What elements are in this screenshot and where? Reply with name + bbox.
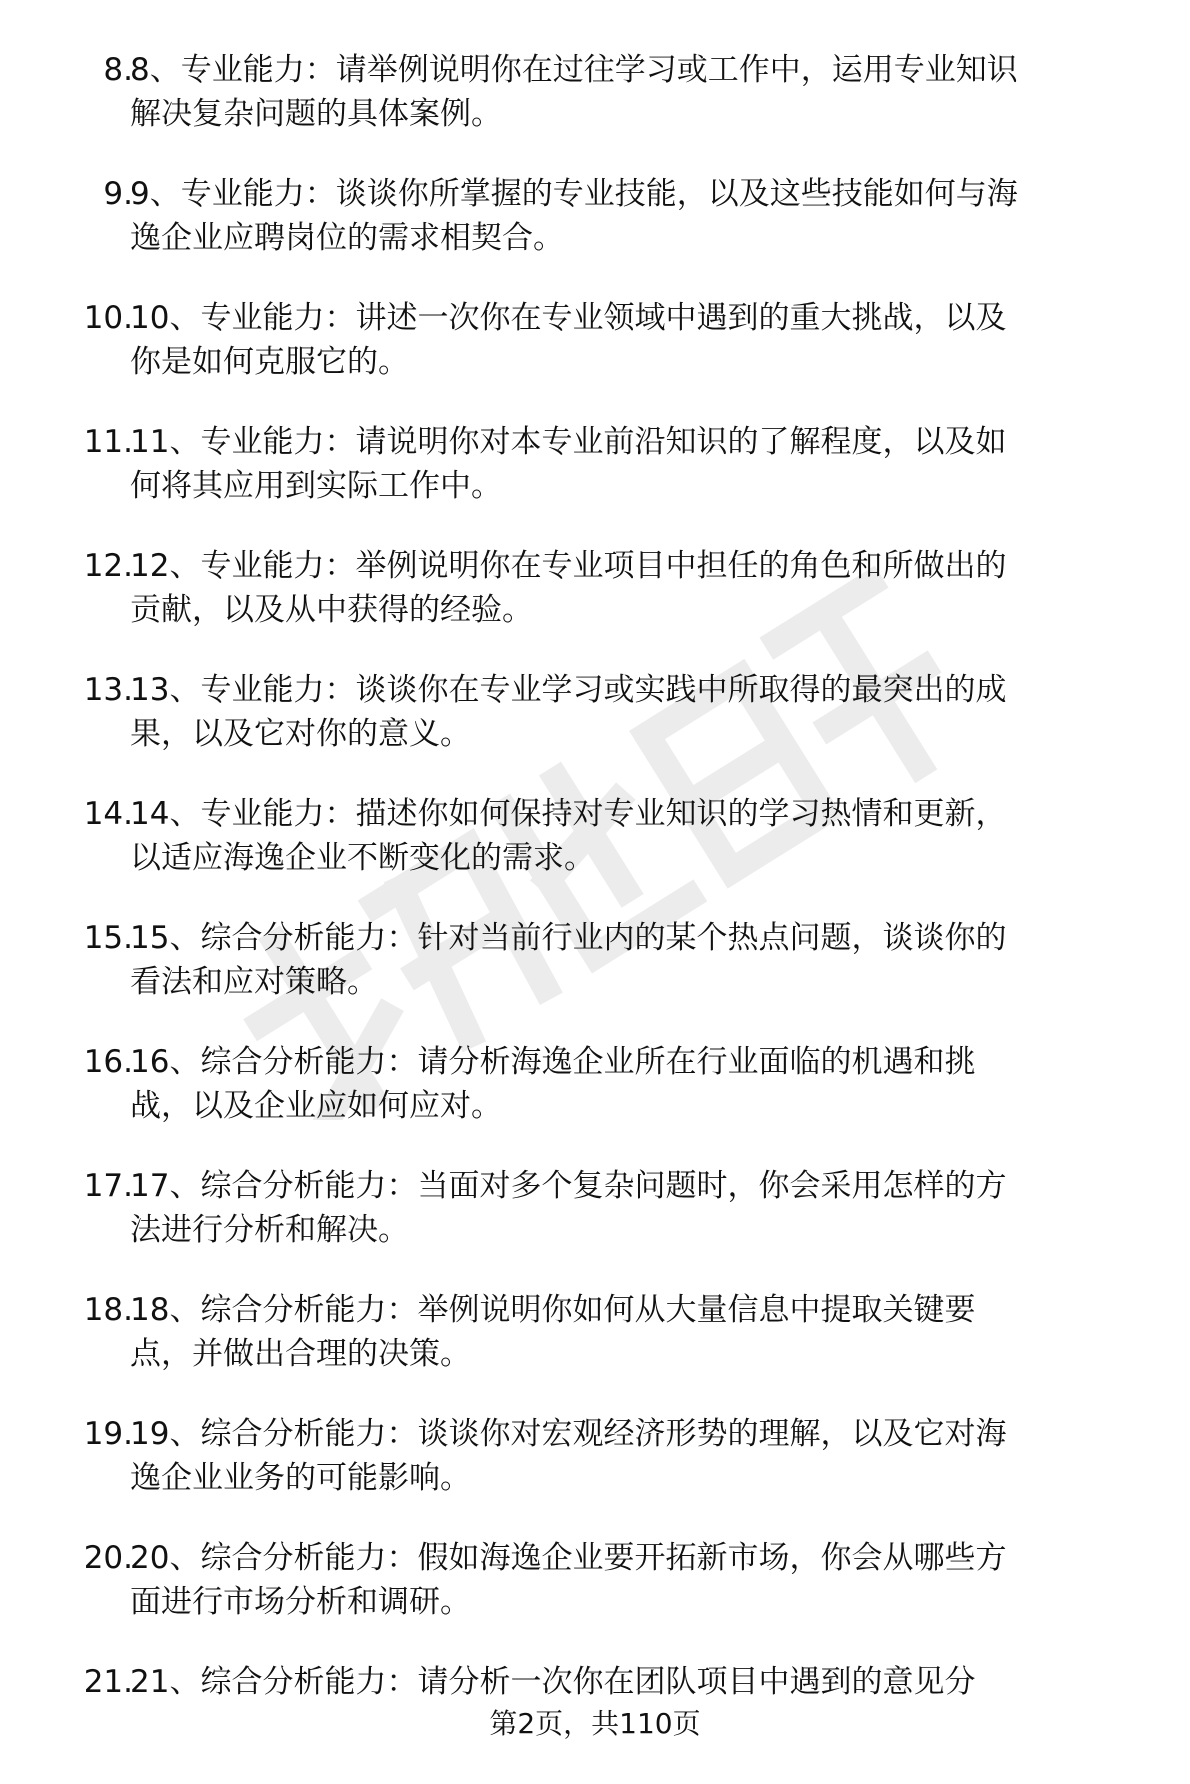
question-line: 看法和应对策略。 bbox=[130, 964, 378, 1000]
question-line: 14、专业能力：描述你如何保持对专业知识的学习热情和更新， bbox=[130, 796, 1007, 832]
question-text bbox=[130, 1288, 1170, 1376]
question-text bbox=[130, 48, 1170, 136]
list-item bbox=[0, 544, 1190, 668]
question-number: 11. bbox=[83, 424, 133, 460]
question-text bbox=[130, 172, 1170, 260]
list-item bbox=[0, 296, 1190, 420]
question-text bbox=[130, 1040, 1170, 1128]
question-number: 16. bbox=[83, 1044, 133, 1080]
question-line: 8、专业能力：请举例说明你在过往学习或工作中，运用专业知识 bbox=[130, 52, 1018, 88]
list-item bbox=[0, 1536, 1190, 1660]
question-number: 13. bbox=[83, 672, 133, 708]
question-number: 10. bbox=[83, 300, 133, 336]
question-line: 你是如何克服它的。 bbox=[130, 344, 409, 380]
list-item bbox=[0, 916, 1190, 1040]
question-number: 8. bbox=[103, 52, 133, 88]
list-item bbox=[0, 792, 1190, 916]
question-line: 以适应海逸企业不断变化的需求。 bbox=[130, 840, 595, 876]
list-item bbox=[0, 48, 1190, 172]
question-line: 18、综合分析能力：举例说明你如何从大量信息中提取关键要 bbox=[130, 1292, 976, 1328]
question-number: 9. bbox=[103, 176, 133, 212]
list-item bbox=[0, 172, 1190, 296]
question-text bbox=[130, 1412, 1170, 1500]
question-line: 21、综合分析能力：请分析一次你在团队项目中遇到的意见分 bbox=[130, 1664, 976, 1700]
question-number: 20. bbox=[83, 1540, 133, 1576]
question-text bbox=[130, 1660, 1170, 1704]
list-item bbox=[0, 420, 1190, 544]
question-line: 战，以及企业应如何应对。 bbox=[130, 1088, 502, 1124]
question-line: 面进行市场分析和调研。 bbox=[130, 1584, 471, 1620]
question-text bbox=[130, 792, 1170, 880]
question-line: 19、综合分析能力：谈谈你对宏观经济形势的理解，以及它对海 bbox=[130, 1416, 1007, 1452]
question-number: 19. bbox=[83, 1416, 133, 1452]
question-text bbox=[130, 916, 1170, 1004]
question-list bbox=[0, 48, 1190, 1784]
list-item bbox=[0, 1412, 1190, 1536]
question-line: 逸企业应聘岗位的需求相契合。 bbox=[130, 220, 564, 256]
list-item bbox=[0, 1040, 1190, 1164]
question-line: 10、专业能力：讲述一次你在专业领域中遇到的重大挑战，以及 bbox=[130, 300, 1007, 336]
question-line: 20、综合分析能力：假如海逸企业要开拓新市场，你会从哪些方 bbox=[130, 1540, 1007, 1576]
question-line: 果，以及它对你的意义。 bbox=[130, 716, 471, 752]
question-line: 法进行分析和解决。 bbox=[130, 1212, 409, 1248]
question-number: 15. bbox=[83, 920, 133, 956]
question-line: 12、专业能力：举例说明你在专业项目中担任的角色和所做出的 bbox=[130, 548, 1007, 584]
question-line: 点，并做出合理的决策。 bbox=[130, 1336, 471, 1372]
question-line: 解决复杂问题的具体案例。 bbox=[130, 96, 502, 132]
question-line: 17、综合分析能力：当面对多个复杂问题时，你会采用怎样的方 bbox=[130, 1168, 1007, 1204]
page-number-footer: 第2页，共110页 bbox=[489, 1707, 701, 1740]
question-line: 9、专业能力：谈谈你所掌握的专业技能，以及这些技能如何与海 bbox=[130, 176, 1018, 212]
question-text bbox=[130, 668, 1170, 756]
question-number: 17. bbox=[83, 1168, 133, 1204]
question-text bbox=[130, 544, 1170, 632]
question-text bbox=[130, 1536, 1170, 1624]
question-line: 何将其应用到实际工作中。 bbox=[130, 468, 502, 504]
question-number: 14. bbox=[83, 796, 133, 832]
question-text bbox=[130, 1164, 1170, 1252]
list-item bbox=[0, 1164, 1190, 1288]
question-line: 逸企业业务的可能影响。 bbox=[130, 1460, 471, 1496]
question-number: 21. bbox=[83, 1664, 133, 1700]
list-item bbox=[0, 668, 1190, 792]
question-number: 18. bbox=[83, 1292, 133, 1328]
question-line: 贡献，以及从中获得的经验。 bbox=[130, 592, 533, 628]
question-text bbox=[130, 420, 1170, 508]
question-line: 11、专业能力：请说明你对本专业前沿知识的了解程度，以及如 bbox=[130, 424, 1007, 460]
question-line: 16、综合分析能力：请分析海逸企业所在行业面临的机遇和挑 bbox=[130, 1044, 976, 1080]
question-text bbox=[130, 296, 1170, 384]
question-line: 15、综合分析能力：针对当前行业内的某个热点问题，谈谈你的 bbox=[130, 920, 1007, 956]
list-item bbox=[0, 1288, 1190, 1412]
question-number: 12. bbox=[83, 548, 133, 584]
question-line: 13、专业能力：谈谈你在专业学习或实践中所取得的最突出的成 bbox=[130, 672, 1007, 708]
